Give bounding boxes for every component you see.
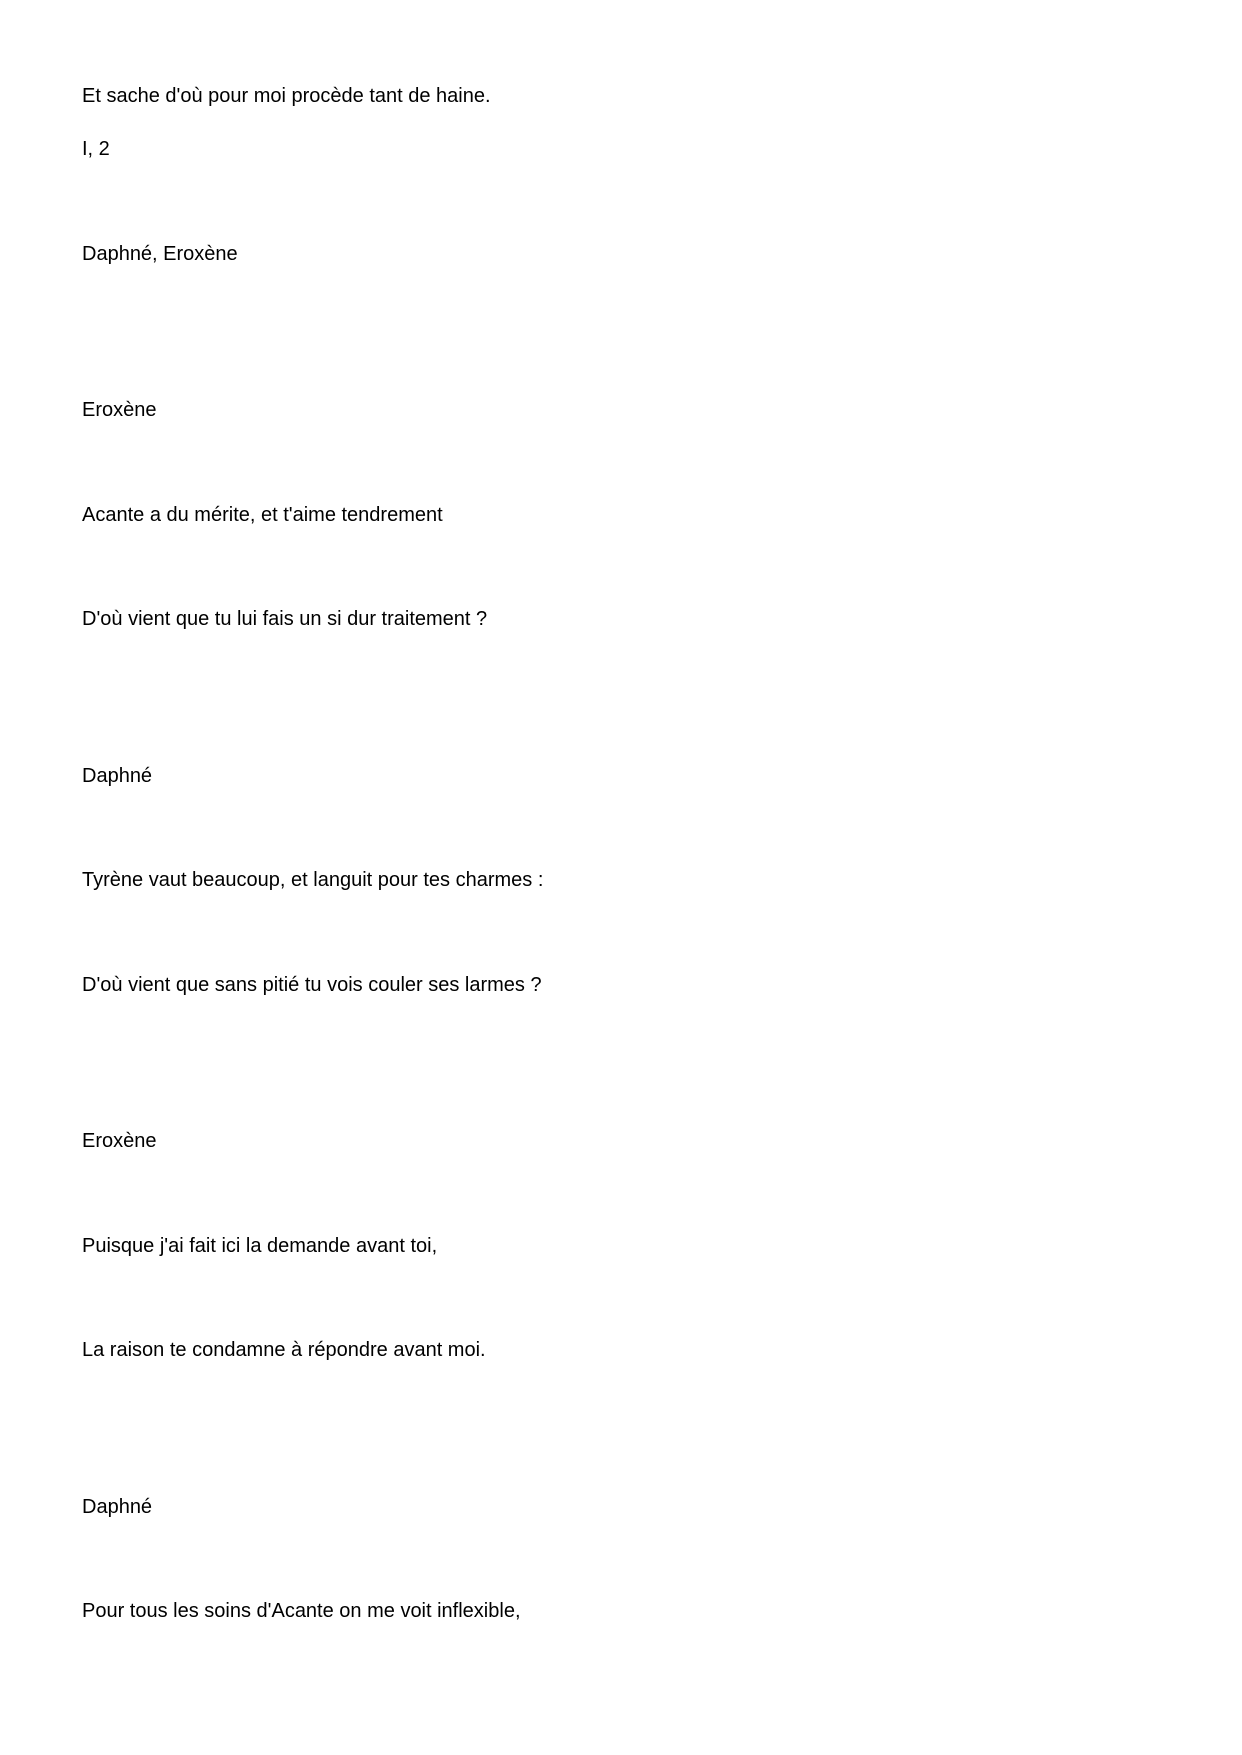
verse-line: Puisque j'ai fait ici la demande avant toi, (82, 1235, 438, 1257)
speaker-name: Eroxène (82, 399, 157, 421)
verse-line: Et sache d'où pour moi procède tant de haine. (82, 85, 491, 107)
verse-line: La raison te condamne à répondre avant moi. (82, 1339, 486, 1361)
verse-line: D'où vient que sans pitié tu vois couler ses larmes ? (82, 974, 542, 996)
verse-line: Acante a du mérite, et t'aime tendrement (82, 504, 443, 526)
speaker-name: Daphné (82, 1496, 153, 1518)
speaker-name: Daphné (82, 765, 153, 787)
verse-line: Tyrène vaut beaucoup, et languit pour tes charmes : (82, 869, 544, 891)
speaker-name: Eroxène (82, 1130, 157, 1152)
verse-line: D'où vient que tu lui fais un si dur traitement ? (82, 608, 488, 630)
verse-line: Pour tous les soins d'Acante on me voit inflexible, (82, 1600, 521, 1622)
scene-characters: Daphné, Eroxène (82, 243, 238, 265)
scene-number: I, 2 (82, 138, 110, 160)
